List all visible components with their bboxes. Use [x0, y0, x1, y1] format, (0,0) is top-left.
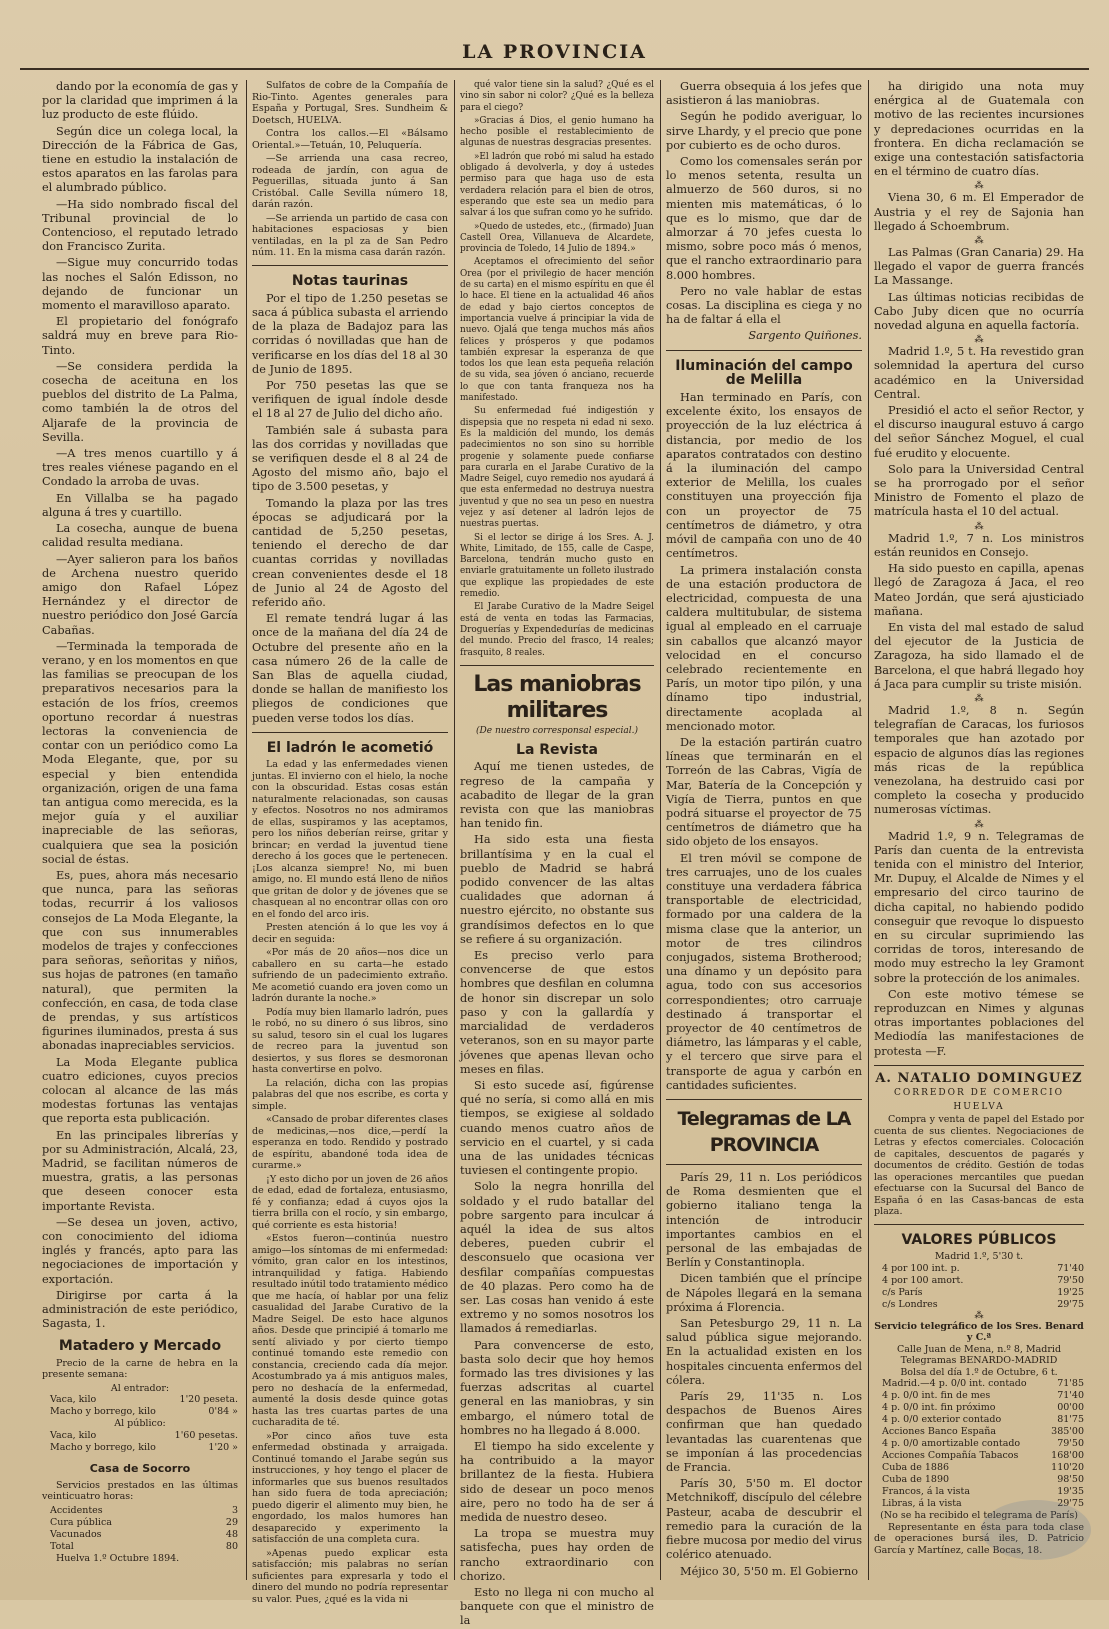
service-heading: Servicio telegráfico de los Sres. Benard y C.ª [874, 1320, 1084, 1344]
telegram: Méjico 30, 5'50 m. El Gobierno [680, 1564, 859, 1578]
row-value: 1'20 » [208, 1441, 238, 1453]
paragraph: Por 750 pesetas las que se verifiquen de igual índole desde el 18 al 27 de Julio del dicho año. [252, 378, 448, 421]
telegram: San Petesburgo 29, 11 n. La salud pública sigue mejorando. En la actualidad existen en los hospitales cincuenta enfermos del cólera. [666, 1317, 862, 1387]
table-row [42, 1394, 238, 1406]
separator-asterism: ⁂ [974, 1310, 984, 1321]
table-row [42, 1442, 238, 1454]
column-rule [868, 80, 869, 1580]
section-heading-telegramas: Telegramas de LA PROVINCIA [677, 1108, 851, 1157]
paragraph: Guerra obsequia á los jefes que asistieron á las maniobras. [666, 80, 862, 108]
paragraph: La primera instalación consta de una estación productora de electricidad, compuesta de una caldera multitubular, de sistema igual al empleado en el carruaje sin caballos que alcanzó mayor velocidad en el concurso celebrado recientemente en París, un motor tipo pilón, y una dínamo tipo industrial, directamente acoplada al mencionado motor. [666, 563, 862, 733]
table-row [42, 1517, 238, 1529]
paragraph: La tropa se muestra muy satisfecha, pues hay orden de rancho extraordinario con chorizo. [460, 1527, 654, 1583]
row-label: c/s París [882, 1286, 923, 1298]
service-telegraph: Telegramas BENARDO-MADRID [900, 1355, 1058, 1367]
row-label: Acciones Banco España [882, 1426, 997, 1438]
column-2 [252, 80, 448, 1605]
paragraph: —A tres menos cuartillo y á tres reales viénese pagando en el Condado la arroba de uvas. [42, 447, 238, 489]
divider [252, 265, 448, 266]
bolsa-heading: Bolsa del día 1.º de Octubre, 6 t. [900, 1366, 1058, 1378]
subheading: Al público: [114, 1418, 166, 1430]
paragraph: Es preciso verlo para convencerse de que estos hombres que desfilan en columna de honor sin discrepar un solo paso y con la gallardía y marcialidad de verdaderos veteranos, son en su mayor parte jóvenes que apenas llevan ocho meses en filas. [460, 949, 654, 1076]
telegram: Madrid 1.º, 8 n. Según telegrafían de Caracas, los furiosos temporales que han azotado por espacio de algunos días las regiones más ricas de la república venezolana, ha destruido casi por completo la cosecha y producido numerosas víctimas. [874, 703, 1084, 817]
library-stamp [981, 1500, 1091, 1560]
section-heading-matadero: Matadero y Mercado [58, 1338, 222, 1355]
paragraph: —Ha sido nombrado fiscal del Tribunal provincial de lo Contencioso, el reputado letrado don Francisco Zurita. [42, 197, 238, 254]
paragraph: »Gracias á Dios, el genio humano ha hecho posible el restablecimiento de algunas de nuestras desgracias presentes. [460, 115, 654, 149]
separator-asterism: ⁂ [974, 335, 984, 346]
row-label: Francos, á la vista [882, 1486, 971, 1498]
row-label: 4 p. 0/0 int. fin próximo [882, 1402, 996, 1414]
row-value: 71'85 [1057, 1378, 1084, 1390]
table-row [874, 1287, 1084, 1299]
row-value: 110'20 [1051, 1462, 1084, 1474]
separator-asterism: ⁂ [974, 236, 984, 247]
paragraph: Tomando la plaza por las tres épocas se adjudicará por la cantidad de 5,250 pesetas, teniendo el derecho de dar cuantas corridas y novilladas crean convenientes desde el 18 de Junio al 24 de Agosto del referido año. [252, 496, 448, 609]
paragraph: »Quedo de ustedes, etc., (firmado) Juan Castell Orea, Villanueva de Alcardete, provincia de Toledo, 14 Julio de 1894.» [460, 221, 654, 255]
table-row [874, 1486, 1084, 1498]
separator-asterism: ⁂ [974, 521, 984, 532]
row-value: 19'35 [1057, 1486, 1084, 1498]
table-row [42, 1430, 238, 1442]
paragraph: Presten atención á lo que les voy á decir en seguida: [252, 922, 448, 945]
byline: (De nuestro corresponsal especial.) [476, 725, 638, 736]
row-value: 29'75 [1057, 1298, 1084, 1310]
paragraph: Según dice un colega local, la Dirección de la Fábrica de Gas, tiene en estudio la instalación de estos aparatos en las farolas para el alumbrado público. [42, 124, 238, 195]
advert-text: Compra y venta de papel del Estado por cuenta de sus clientes. Negociaciones de Letras y efectos comerciales. Colocación de capitales, descuentos de pagarés y documentos de crédito. Gestión de todas las operaciones mercantiles que puedan efectuarse con la Sucursal del Banco de España ó en las Casas-bancas de esta plaza. [874, 1114, 1084, 1218]
column-rule [660, 80, 661, 1580]
row-label: 4 p. 0/0 exterior contado [882, 1414, 1002, 1426]
paragraph: La Moda Elegante publica cuatro ediciones, cuyos precios colocan al alcance de las más modestas fortunas las ventajas que reporta esta publicación. [42, 1055, 238, 1126]
telegram: Madrid 1.º, 5 t. Ha revestido gran solemnidad la apertura del curso académico en la Universidad Central. [874, 345, 1084, 401]
quotes-table [874, 1378, 1084, 1510]
row-label: 4 por 100 int. p. [882, 1262, 960, 1274]
paragraph: Pero no vale hablar de estas cosas. La disciplina es ciega y no ha de faltar á ella el [666, 284, 862, 327]
section-heading-maniobras: Las maniobras militares [473, 671, 641, 723]
column-3 [460, 80, 654, 1628]
paragraph: «Por más de 20 años—nos dice un caballero en su carta—he estado sufriendo de un padecimiento extraño. Me acometió cuando era joven como un ladrón durante la noche.» [252, 947, 448, 1004]
paragraph: Como los comensales serán por lo menos setenta, resulta un almuerzo de 560 duros, si no mienten mis matemáticas, ó lo que es lo mismo, que dar de almorzar á 70 jefes cuesta lo mismo, sobre poco más ó menos, que el rancho extraordinario para 8.000 hombres. [666, 155, 862, 282]
paragraph: En Villalba se ha pagado alguna á tres y cuartillo. [42, 491, 238, 519]
telegram: París 30, 5'50 m. El doctor Metchnikoff, discípulo del célebre Pasteur, acaba de descubrir el remedio para la curación de la fiebre mucosa por medio del virus colérico atenuado. [666, 1477, 862, 1562]
column-rule [246, 80, 247, 1580]
row-label: Vacunados [50, 1528, 102, 1540]
note: (No se ha recibido el telegrama de París) [880, 1510, 1078, 1522]
total-label: Total [50, 1540, 74, 1552]
row-label: 4 p. 0/0 int. fin de mes [882, 1390, 991, 1402]
table-row [874, 1438, 1084, 1450]
divider [666, 1164, 862, 1165]
telegram: Madrid 1.º, 9 n. Telegramas de París dan cuenta de la entrevista tenida con el ministro del Interior, Mr. Dupuy, el Alcalde de Nimes y el empresario del circo taurino de dicha capital, no habiendo podido conseguir que revoque lo dispuesto en su circular suprimiendo las corridas de toros, interesando de modo muy estrecho la ley Gramont sobre la protección de los animales. [874, 829, 1084, 985]
row-label: Macho y borrego, kilo [50, 1441, 156, 1453]
row-value: 81'75 [1057, 1414, 1084, 1426]
divider [874, 1224, 1084, 1225]
telegram: Ha sido puesto en capilla, apenas llegó de Zaragoza á Jaca, el reo Mateo Jordán, que será ajusticiado mañana. [874, 562, 1084, 618]
telegram: Las últimas noticias recibidas de Cabo Juby dicen que no ocurría novedad alguna en aquella factoría. [874, 290, 1084, 333]
row-value: 29 [225, 1516, 238, 1528]
paragraph: Aceptamos el ofrecimiento del señor Orea (por el privilegio de hacer mención de su carta) en el mismo espíritu en que él lo hace. El tiene en la actualidad 46 años de edad y bajo ciertos conceptos de importancia vuelve á principiar la vida de nuevo. Ojalá que tenga muchos más años felices y prósperos y que podamos también expresar la esperanza de que todos los que lean esta pequeña relación de su vida, sea jóven ó anciano, recuerde lo que con tanta franqueza nos ha manifestado. [460, 257, 654, 404]
paragraph: «Estos fueron—continúa nuestro amigo—los síntomas de mi enfermedad: vómito, gran calor en los intestinos, intranquilidad y fatiga. Habiendo resultado inútil todo tratamiento médico que me hacía, oí hablar por una feliz casualidad del Jarabe Curativo de la Madre Seigel. De esto hace algunos años. Desde que principié á tomarlo me sentí aliviado y por cierto tiempo continué tomando este remedio con constancia, creciendo cada día mejor. Acostumbrado ya á mis antiguos males, pero no deshacía de la enfermedad, aumenté la dosis desde quince gotas hasta las tres cuartas partes de una cucharadita de té. [252, 1233, 448, 1428]
paragraph: —Terminada la temporada de verano, y en los momentos en que las familias se preocupan de los preparativos necesarios para la estación de los fríos, creemos oportuno recordar á nuestras lectoras la conveniencia de contar con un periódico como La Moda Elegante, que, por su especial y bien entendida organización, origen de una fama tan antigua como merecida, es la mejor guía y el auxiliar inapreciable de las señoras, cualquiera que sea la posición social de éstas. [42, 639, 238, 866]
representative: Representante en ésta para toda clase de operaciones bursá iles, D. Patricio García y Martínez, calle Bocas, 18. [874, 1521, 1084, 1556]
row-value: 00'00 [1057, 1402, 1084, 1414]
paragraph: Su enfermedad fué indigestión y dispepsia que no respeta ni edad ni sexo. Es la maldición del mundo, los demás padecimientos no son sino su horrible progenie y solamente puede confiarse para curarla en el Jarabe Curativo de la Madre Seigel, cuyo remedio nos ayudará á que esta enfermedad no destruya nuestra juventud y que no sea un peso en nuestra vejez y así detener al ladrón lejos de nuestras puertas. [460, 406, 654, 530]
divider [666, 350, 862, 351]
paragraph: Esto no llega ni con mucho al banquete con que el ministro de la [460, 1586, 654, 1628]
paragraph: Han terminado en París, con excelente éxito, los ensayos de proyección de la luz eléctrica á distancia, por medio de los aparatos contratados con destino á la iluminación del campo exterior de Melilla, los cuales constituyen una proyección fija con un proyector de 75 centímetros de diámetro, y otra móvil de campaña con uno de 40 centímetros. [666, 391, 862, 561]
paragraph: También sale á subasta para las dos corridas y novilladas que se verifiquen desde el 8 al 24 de Agosto del mismo año, bajo el tipo de 3.500 pesetas, y [252, 423, 448, 494]
paragraph: dando por la economía de gas y por la claridad que imprimen á la luz producto de este flúido. [42, 80, 238, 122]
telegram: Dicen también que el príncipe de Nápoles llegará en la semana próxima á Florencia. [666, 1272, 862, 1314]
subheading: Al entrador: [110, 1382, 170, 1394]
row-label: Cuba de 1886 [882, 1462, 950, 1474]
paragraph: ¡Y esto dicho por un joven de 26 años de edad, edad de fortaleza, entusiasmo, fé y confianza; edad á cuyos ojos la tierra brilla con el rocío, y sin embargo, qué corriente es esta historia! [252, 1173, 448, 1231]
advert: Contra los callos.—El «Bálsamo Oriental.»—Tetuán, 10, Peluquería. [252, 128, 448, 151]
table-row [874, 1390, 1084, 1402]
total-row [42, 1541, 238, 1553]
paragraph: Solo la negra honrilla del soldado y el rudo batallar del pobre sargento para inculcar á aquél la idea de sus altos deberes, pueden cubrir el desconsuelo que ocasiona ver desfilar compañías compuestas de 40 plazas. Pero como ha de ser. Las cosas han venido á este extremo y no somos nosotros los llamados á remediarlas. [460, 1180, 654, 1336]
service-address: Calle Juan de Mena, n.º 8, Madrid [896, 1343, 1062, 1355]
advert: —Se arrienda un partido de casa con habitaciones espaciosas y bien ventiladas, en la pl za de San Pedro núm. 11. En la misma casa darán razón. [252, 212, 448, 258]
telegram: Solo para la Universidad Central se ha prorrogado por el señor Ministro de Fomento el plazo de matrícula hasta el 10 del actual. [874, 462, 1084, 519]
row-label: 4 por 100 amort. [882, 1274, 964, 1286]
table-row [874, 1299, 1084, 1311]
paragraph: El remate tendrá lugar á las once de la mañana del día 24 de Octubre del presente año en la casa número 26 de la calle de San Blas de aquella ciudad, donde se hallan de manifiesto los pliegos de condiciones que pueden verse todos los días. [252, 612, 448, 725]
newspaper-title: LA PROVINCIA [462, 41, 647, 63]
paragraph: El Jarabe Curativo de la Madre Seigel está de venta en todas las Farmacias, Droguerías y Expendedurías de medicinas del mundo. Precio del frasco, 14 reales; frasquito, 8 reales. [460, 602, 654, 658]
paragraph: Ha sido esta una fiesta brillantísima y en la cual el pueblo de Madrid se habrá podido convencer de las altas cualidades que adornan á nuestro ejército, no obstante sus grandísimos defectos en lo que se refiere á su organización. [460, 833, 654, 946]
advert-name: A. NATALIO DOMINGUEZ [875, 1070, 1083, 1086]
telegram: ha dirigido una nota muy enérgica al de Guatemala con motivo de las recientes incursiones y depredaciones ocurridas en la frontera. En dicha reclamación se exige una contestación satisfactoria en el término de cuatro días. [874, 80, 1084, 179]
table-row [874, 1378, 1084, 1390]
row-label: Macho y borrego, kilo [50, 1406, 156, 1418]
table-row [874, 1275, 1084, 1287]
price-table [42, 1394, 238, 1418]
telegram: París 29, 11'35 n. Los despachos de Buenos Aires confirman que han quedado levantadas las cuarentenas que se imponían á las procedencias de Francia. [666, 1390, 862, 1475]
table-row [874, 1426, 1084, 1438]
column-1 [42, 80, 238, 1580]
table-row [42, 1529, 238, 1541]
section-heading-valores: VALORES PÚBLICOS [901, 1231, 1057, 1248]
section-heading-iluminacion: Iluminación del campo de Melilla [675, 357, 853, 388]
dateline: Huelva 1.º Octubre 1894. [56, 1552, 180, 1564]
row-value: 29'75 [1057, 1498, 1084, 1510]
row-value: 168'00 [1051, 1450, 1084, 1462]
advert: —Se arrienda una casa recreo, rodeada de jardín, con agua de Peguerillas, situada junto á San Cristóbal. Calle Sevilla número 18, darán razón. [252, 153, 448, 210]
row-value: 0'84 » [208, 1406, 238, 1418]
paragraph: La edad y las enfermedades vienen juntas. El invierno con el hielo, la noche con la obscuridad. Estas cosas están naturalmente relacionadas, son causas y efectos. Nosotros no nos admiramos de ellas, suspiramos y las aceptamos, pero los niños deberían reirse, gritar y brincar; en verdad la juventud tiene derecho á los goces que le pertenecen. ¡Los alcanza siempre! No, mi buen amigo, no. El mundo está lleno de niños que gritan de dolor y de jóvenes que se chasquean al no encontrar ollas con oro en el fondo del arco iris. [252, 759, 448, 920]
column-4 [666, 80, 862, 1580]
paragraph: Precio de la carne de hebra en la presente semana: [42, 1357, 238, 1381]
paragraph: —Sigue muy concurrido todas las noches el Salón Edisson, no dejando de funcionar un momento el maravilloso aparato. [42, 256, 238, 313]
paragraph: La relación, dicha con las propias palabras del que nos escribe, es corta y simple. [252, 1077, 448, 1112]
paragraph: —Se considera perdida la cosecha de aceituna en los pueblos del distrito de La Palma, como también la de otros del Aljarafe de la provincia de Sevilla. [42, 359, 238, 444]
paragraph: Es, pues, ahora más necesario que nunca, para las señoras todas, recurrir á los valiosos consejos de La Moda Elegante, la que con sus innumerables modelos de trajes y confecciones para señoras, señoritas y niños, sus hojas de patrones (en tamaño natural), que permiten la confección, en casa, de toda clase de prendas, y sus artísticos figurines iluminados, presta á sus abonadas inapreciables servicios. [42, 868, 238, 1053]
table-row [874, 1450, 1084, 1462]
paragraph: »El ladrón que robó mi salud ha estado obligado á devolverla, y doy á ustedes permiso para que haga uso de esta verdadera relación para el bien de otros, esperando que este sea un medio para salvar á los que sufran como yo he sufrido. [460, 151, 654, 219]
divider [460, 665, 654, 666]
advert-city: HUELVA [953, 1102, 1005, 1113]
paragraph: Servicios prestados en las últimas veinticuatro horas: [42, 1479, 238, 1503]
table-row [42, 1505, 238, 1517]
paragraph: Si esto sucede así, figúrense qué no sería, si como allá en mis tiempos, se exigiese al soldado cuando menos cuatro años de servicio en el cuartel, y si cada una de las unidades técnicas tuviesen el contingente propio. [460, 1078, 654, 1178]
advert-role: CORREDOR DE COMERCIO [894, 1088, 1064, 1098]
row-label: Madrid.—4 p. 0/0 int. contado [882, 1378, 1027, 1390]
row-value: 1'60 pesetas. [174, 1429, 238, 1441]
section-heading-ladron: El ladrón le acometió [266, 739, 434, 756]
paragraph: »Por cinco años tuve esta enfermedad obstinada y arraigada. Continué tomando el Jarabe según sus instrucciones, y hoy tengo el placer de informarles que sus buenos resultados han sido fuera de toda apreciación; puedo digerir el alimento muy bien, he engordado, los malos humores han desaparecido y experimento la satisfacción de una completa cura. [252, 1430, 448, 1545]
row-label: Cura pública [50, 1516, 112, 1528]
paragraph: Dirigirse por carta á la administración de este periódico, Sagasta, 1. [42, 1288, 238, 1331]
paragraph: De la estación partirán cuatro líneas que terminarán en el Torreón de las Cabras, Vigía de Mar, Batería de la Concepción y Vigía de Tierra, puntos en que podrá situarse el proyector de 75 centímetros de diámetro que ha sido objeto de los ensayos. [666, 735, 862, 849]
row-label: c/s Londres [882, 1298, 938, 1310]
price-table [42, 1430, 238, 1454]
telegram: En vista del mal estado de salud del ejecutor de la Justicia de Zaragoza, ha sido llamado el de Barcelona, el que habrá llegado hoy á Jaca para cumplir su triste misión. [874, 620, 1084, 691]
paragraph: Según he podido averiguar, lo sirve Lhardy, y el precio que pone por cubierto es de ocho duros. [666, 110, 862, 152]
table-row [874, 1474, 1084, 1486]
divider [252, 732, 448, 733]
row-label: Acciones Compañía Tabacos [882, 1450, 1019, 1462]
table-row [874, 1414, 1084, 1426]
table-row [874, 1263, 1084, 1275]
paragraph: Podía muy bien llamarlo ladrón, pues le robó, no su dinero ó sus libros, sino su salud, tesoro sin el cual los lugares de recreo para la juventud son desiertos, y sus flores se desmoronan hasta convertirse en polvo. [252, 1006, 448, 1075]
paragraph: —Ayer salieron para los baños de Archena nuestro querido amigo don Rafael López Hernández y el director de nuestro periódico don José García Cabañas. [42, 552, 238, 637]
paragraph: Si el lector se dirige á los Sres. A. J. White, Limitado, de 155, calle de Caspe, Barcelona, tendrán mucho gusto en enviarle gratuitamente un folleto ilustrado que explique las propiedades de este remedio. [460, 532, 654, 600]
paragraph: El tiempo ha sido excelente y ha contribuido a la mayor brillantez de la fiesta. Hubiera sido de desear un poco menos aire, pero no todo ha de ser á medida de nuestro deseo. [460, 1439, 654, 1524]
telegram: Presidió el acto el señor Rector, y el discurso inaugural estuvo á cargo del señor Sánchez Moguel, el cual fué erudito y elocuente. [874, 404, 1084, 460]
paragraph: »Apenas puedo explicar esta satisfacción; mis palabras no serían suficientes para expresarla y todo el dinero del mundo no podría representar su valor. Pues, ¿qué es la vida ni [252, 1547, 448, 1605]
row-value: 48 [225, 1528, 238, 1540]
paragraph: Por el tipo de 1.250 pesetas se saca á pública subasta el arriendo de la plaza de Badajoz para las corridas ó novilladas que han de verificarse en los días del 18 al 30 de Junio de 1895. [252, 291, 448, 376]
telegram: Viena 30, 6 m. El Emperador de Austria y el rey de Sajonia han llegado á Schoembrum. [874, 191, 1084, 233]
divider [874, 1065, 1084, 1066]
advert: Sulfatos de cobre de la Compañía de Rio-Tinto. Agentes generales para España y Portugal, Sres. Sundheim & Doetsch, HUELVA. [252, 80, 448, 126]
table-row [874, 1402, 1084, 1414]
telegram: Madrid 1.º, 7 n. Los ministros están reunidos en Consejo. [874, 531, 1084, 559]
row-value: 71'40 [1057, 1262, 1084, 1274]
paragraph: qué valor tiene sin la salud? ¿Qué es el vino sin sabor ni color? ¿Qué es la belleza para el ciego? [460, 80, 654, 113]
divider [666, 1099, 862, 1100]
paragraph: En las principales librerías y por su Administración, Alcalá, 23, Madrid, se facilitan números de muestra, gratis, a las personas que deseen conocer esta importante Revista. [42, 1128, 238, 1213]
column-5 [874, 80, 1084, 1580]
telegram: París 29, 11 n. Los periódicos de Roma desmienten que el gobierno italiano tenga la intención de introducir importantes cambios en el personal de las embajadas de Berlín y Constantinopla. [666, 1171, 862, 1270]
telegram: Con este motivo témese se reproduzcan en Nimes y algunas otras importantes poblaciones del Mediodía las manifestaciones de protesta —F. [874, 987, 1084, 1058]
row-value: 19'25 [1057, 1286, 1084, 1298]
paragraph: El propietario del fonógrafo saldrá muy en breve para Rio-Tinto. [42, 315, 238, 357]
row-label: Vaca, kilo [50, 1394, 97, 1406]
section-heading-socorro: Casa de Socorro [89, 1461, 191, 1475]
column-rule [454, 80, 455, 1580]
row-value: 3 [231, 1504, 238, 1516]
separator-asterism: ⁂ [974, 181, 984, 192]
paragraph: El tren móvil se compone de tres carruajes, uno de los cuales constituye una verdadera fábrica transportable de electricidad, formado por una caldera de la misma clase que la anterior, un motor de tres cilindros conjugados, sistema Brotherood; una dínamo y un depósito para agua, todo con sus accesorios correspondientes; otro carruaje destinado á transportar el proyector de 40 centímetros de diámetro, las lámparas y el cable, y el tercero que sirve para el transporte de agua y carbón en cantidades suficientes. [666, 851, 862, 1092]
table-row [874, 1462, 1084, 1474]
separator-asterism: ⁂ [974, 819, 984, 830]
row-label: Cuba de 1890 [882, 1474, 950, 1486]
row-label: 4 p. 0/0 amortizable contado [882, 1438, 1021, 1450]
paragraph: Para convencerse de esto, basta solo decir que hoy hemos formado las tres divisiones y las fuerzas adscritas al cuartel general en las maniobras, y sin embargo, el número total de hombres no ha llegado á 8.000. [460, 1338, 654, 1437]
quotes-table [874, 1263, 1084, 1311]
masthead [20, 38, 1089, 70]
row-value: 79'50 [1057, 1438, 1084, 1450]
services-table [42, 1505, 238, 1541]
paragraph: Aquí me tienen ustedes, de regreso de la campaña y acabadito de llegar de la gran revista con que las maniobras han tenido fin. [460, 760, 654, 831]
row-label: Vaca, kilo [50, 1429, 97, 1441]
subheading-revista: La Revista [516, 742, 598, 759]
row-label: Libras, á la vista [882, 1498, 962, 1510]
section-heading-taurinas: Notas taurinas [291, 272, 409, 289]
table-row [42, 1406, 238, 1418]
signature: Sargento Quiñones. [748, 329, 862, 343]
paragraph: «Cansado de probar diferentes clases de medicinas,—nos dice,—perdí la esperanza en todo. Rendido y postrado de espíritu, abandoné toda idea de curarme.» [252, 1114, 448, 1171]
row-value: 98'50 [1057, 1474, 1084, 1486]
total-value: 80 [225, 1540, 238, 1552]
row-value: 385'00 [1051, 1426, 1084, 1438]
separator-asterism: ⁂ [974, 693, 984, 704]
row-value: 79'50 [1057, 1274, 1084, 1286]
telegram: Las Palmas (Gran Canaria) 29. Ha llegado el vapor de guerra francés La Massange. [874, 246, 1084, 288]
row-value: 1'20 peseta. [179, 1394, 238, 1406]
dateline: Madrid 1.º, 5'30 t. [934, 1251, 1024, 1263]
row-label: Accidentes [50, 1504, 103, 1516]
row-value: 71'40 [1057, 1390, 1084, 1402]
paragraph: —Se desea un joven, activo, con conocimiento del idioma inglés y francés, apto para las negociaciones de importación y exportación. [42, 1215, 238, 1286]
paragraph: La cosecha, aunque de buena calidad resulta mediana. [42, 522, 238, 550]
